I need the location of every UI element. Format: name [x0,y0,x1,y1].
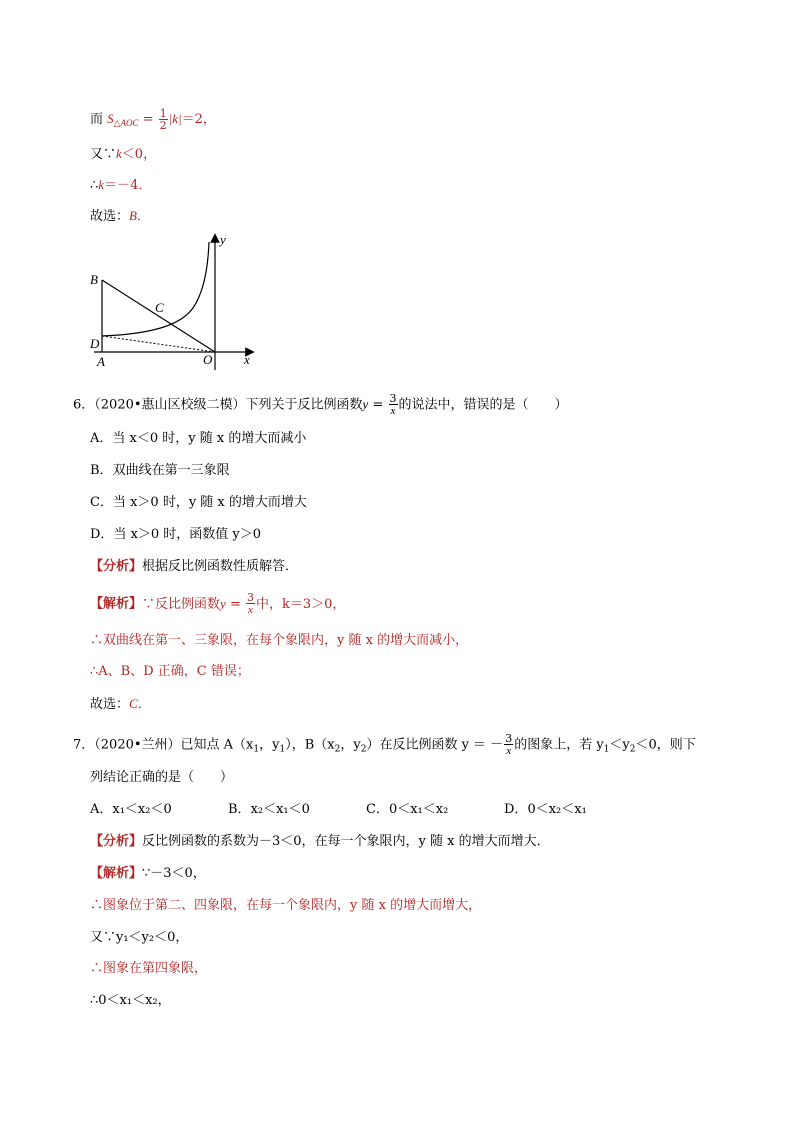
label-y: y [220,232,226,247]
analysis-text: 根据反比例函数性质解答． [142,559,299,574]
text: 而 [90,112,108,127]
function-graph [80,228,270,373]
option-label: A． [90,431,113,446]
solution-text: ∵反比例函数 [142,596,221,612]
option-label: D． [504,802,528,817]
solution-tag: 【解析】 [90,866,143,881]
q7-step3: 又∵y₁＜y₂＜0， [90,930,189,945]
question-number: 7． [73,737,95,753]
option-label: A． [90,802,113,817]
fraction-denominator: x [248,604,253,616]
option-label: B． [90,463,113,478]
solution5-answer [90,207,150,226]
area-symbol: S [107,111,114,126]
q6-option-a [90,430,306,448]
q7-option-d [504,801,642,819]
q6-option-b [90,462,230,480]
solution5-line2 [90,145,156,164]
q7-stem-line2: 列结论正确的是（ ） [90,770,234,785]
fraction-numerator: 3 [505,732,513,745]
q6-step3: ∴A、B、D 正确，C 错误； [90,664,250,679]
q6-step2: ∴双曲线在第一、三象限，在每个象限内，y 随 x 的增大而减小， [90,633,469,648]
subscript: 1 [279,744,286,755]
q7-options [90,801,642,819]
subscript: 2 [360,744,367,755]
stem-text: 的图象上，若 y [514,737,604,753]
answer-prefix: 故选： [90,697,130,712]
text: 又∵ [90,147,117,162]
var-k: k [116,146,122,161]
question-number: 6． [73,397,95,413]
answer-choice: C [129,696,138,711]
stem-text: ）在反比例函数 y ＝ － [366,737,504,753]
option-label: C． [90,495,113,510]
stem-text: （2020•兰州）已知点 A（x [94,737,254,753]
area-subscript: △AOC [113,118,139,128]
option-text: 0＜x₁＜x₂ [388,802,449,817]
text: ∴ [90,178,99,193]
option-text: 当 x＞0 时，函数值 y＞0 [113,527,262,542]
solution-tag: 【解析】 [90,596,143,612]
label-c: C [155,300,164,315]
subscript: 2 [334,744,341,755]
fraction-3-over-x [246,592,255,616]
fraction-numerator: 3 [246,591,254,604]
fraction-3-over-x [504,733,513,757]
q6-solution [90,592,345,616]
fraction-denominator: x [506,745,512,757]
text: ＜0， [121,147,157,162]
var-y: y [220,595,226,611]
q7-option-c [366,801,504,819]
analysis-tag: 【分析】 [90,559,143,574]
solution5-line3 [90,176,151,195]
q6-option-d [90,526,261,544]
fraction-3-over-x [389,393,398,417]
segment-bo [102,280,215,352]
q7-step2: ∴图象位于第二、四象限，在每一个象限内，y 随 x 的增大而增大， [90,898,482,913]
label-b: B [90,272,98,287]
stem-text: 的说法中，错误的是（ ） [398,397,568,413]
solution-text: 中，k＝3＞0， [255,596,346,612]
subscript: 2 [629,744,636,755]
label-a: A [97,354,105,369]
label-o: O [203,352,213,367]
answer-choice: B [129,208,137,223]
q7-stem [73,733,696,759]
equals: = [138,112,158,127]
solution-text: ∵－3＜0， [142,866,206,881]
abs-k: |k| [168,111,182,126]
q6-stem [73,393,568,417]
fraction-numerator: 1 [159,107,167,120]
equals: = [368,397,388,413]
answer-prefix: 故选： [90,209,130,224]
segment-do-dashed [102,336,215,352]
solution5-line1 [90,108,216,133]
analysis-tag: 【分析】 [90,834,143,849]
stem-text: （2020•惠山区校级二模）下列关于反比例函数 [94,397,363,413]
option-text: x₁＜x₂＜0 [112,802,172,817]
option-text: 0＜x₂＜x₁ [527,802,587,817]
label-d: D [90,336,100,351]
stem-text: ＜0，则下 [635,737,696,753]
fraction-denominator: 2 [159,119,167,132]
q6-answer [90,695,151,714]
q6-option-c [90,494,307,512]
q7-solution [90,865,206,883]
equals: = [225,596,245,612]
q6-analysis [90,558,298,576]
q7-step4: ∴图象在第四象限， [90,961,208,976]
stem-text: ，y [259,737,280,753]
q7-step5: ∴0＜x₁＜x₂， [90,993,171,1008]
fraction-denominator: x [390,405,396,417]
var-y: y [362,396,369,412]
fraction-half [159,108,168,131]
option-label: D． [90,527,114,542]
option-text: 当 x＞0 时，y 随 x 的增大而增大 [112,495,307,510]
label-x: x [244,352,250,367]
q7-analysis [90,833,550,851]
text: ． [136,209,150,224]
fraction-numerator: 3 [389,392,397,405]
stem-text: ），B（x [285,737,335,753]
q7-option-a [90,801,228,819]
option-text: 当 x＜0 时，y 随 x 的增大而减小 [112,431,307,446]
text: ＝－4． [104,178,152,193]
text: ＝2， [181,112,216,127]
var-k: k [98,177,105,192]
option-label: B． [228,802,251,817]
stem-text: ，y [340,737,361,753]
option-text: 双曲线在第一三象限 [112,463,230,478]
option-label: C． [366,802,389,817]
hyperbola-curve [102,242,209,336]
q7-option-b [228,801,366,819]
text: ． [137,697,151,712]
analysis-text: 反比例函数的系数为－3＜0，在每一个象限内，y 随 x 的增大而增大． [142,834,550,849]
subscript: 1 [603,744,610,755]
stem-text: ＜y [609,737,630,753]
subscript: 1 [253,744,260,755]
option-text: x₂＜x₁＜0 [250,802,310,817]
